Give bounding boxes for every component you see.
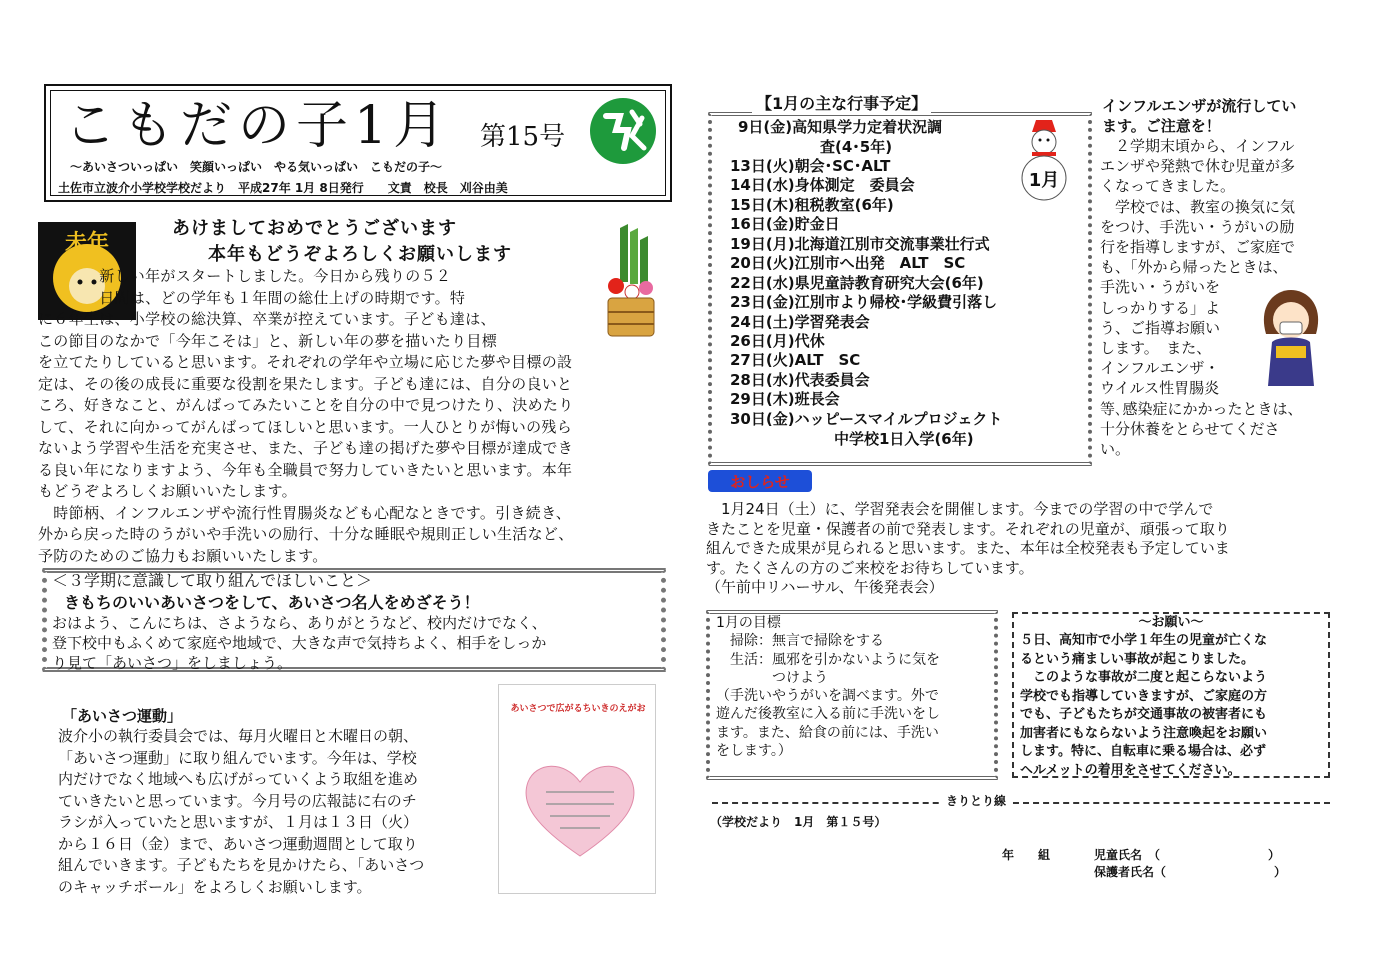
monthly-goal-body: 1月の目標 掃除：無言で掃除をする 生活：風邪を引かないように気を つけよう （手洗いやうがいを調べます。外で 遊んだ後教室に入る前に手洗いをし ます。また、給食の前には、手洗い をします。） <box>716 615 940 760</box>
request-body: ５日、高知市で小学１年生の児童が亡くな るという痛ましい事故が起こりました。 このような事故が二度と起こらないよう 学校でも指導していきますが、ご家庭の方 でも、子どもたちが交通事故の被害者にも 加害者にもならないよう注意喚起をお願い します。特に、自転車に乗る場合は、必ず ヘルメットの着用をさせてください。 <box>1020 633 1268 778</box>
newsletter-title: こもだの子1月 <box>64 96 452 156</box>
request-title: ～お願い～ <box>1138 615 1204 630</box>
events-heading: 【1月の主な行事予定】 <box>752 93 931 115</box>
event-item: 16日(金)貯金日 <box>730 215 840 233</box>
school-motto: ～あいさついっぱい 笑顔いっぱい やる気いっぱい こもだの子～ <box>70 160 443 174</box>
kadomatsu-icon <box>598 222 662 340</box>
event-item: 13日(火)朝会･SC･ALT <box>730 157 891 175</box>
event-item: 査(4･5年) <box>820 138 893 156</box>
svg-text:未年: 未年 <box>64 231 110 256</box>
event-item: 20日(火)江別市へ出発 ALT SC <box>730 254 966 272</box>
campaign-body: 波介小の執行委員会では、毎月火曜日と木曜日の朝、 「あいさつ運動」に取り組んでいます。今年は、学校 内だけでなく地域へも広げがっていくよう取組を進め ていきたいと思っています。今月号の広報誌に右のチ ラシが入っていたと思いますが、１月は１３日（火） から１６日（金）まで、あいさつ運動週間として取り 組んでいきます。子どもたちを見かけたら、「あいさつ のキャッチボール」をよろしくお願いします。 <box>58 727 425 896</box>
event-item: 28日(水)代表委員会 <box>730 371 870 389</box>
term-goal-body: おはよう、こんにちは、さようなら、ありがとうなど、校内だけでなく、 登下校中もふくめて家庭や地域で、大きな声で気持ちよく、相手をしっか り見て「あいさつ」をしましょう。 <box>52 614 547 672</box>
event-item: 22日(水)県児童詩教育研究大会(6年) <box>730 274 984 292</box>
term-goal-slogan: きもちのいいあいさつをして、あいさつ名人をめざそう！ <box>64 593 480 612</box>
event-item: 9日(金)高知県学力定着状況調 <box>738 118 943 136</box>
event-item: 27日(火)ALT SC <box>730 351 861 369</box>
month-badge: 1月 <box>1028 170 1060 191</box>
cut-line-label: きりとり線 <box>940 793 1012 809</box>
greeting-body: 新しい年がスタートしました。今日から残りの５２ 日間は、どの学年も１年間の総仕上げの時期です。特 に６年生は、小学校の総決算、卒業が控えています。子ども達は、 この節目のなかで「今年こそは」と、新しい年の夢を描いたり目標 を立てたりしていると思います。それぞれの学年や立場に応じた夢や目標の設 定は、その後の成長に重要な役割を果たします。子ども達には、自分の良いと ころ、好きなこと、がんばってみたいことを自分の中で見つけたり、決めたり して、それに向かってがんばってほしいと思います。一人ひとりが悔いの残ら ないよう学習や生活を充実させ、また、子ども達の掲げた夢や目標が達成でき る良い年になりますよう、今年も全職員で努力していきたいと思います。本年 もどうぞよろしくお願いいたします。 時節柄、インフルエンザや流行性胃腸炎なども心配なときです。引き続き、 外から戻った時のうがいや手洗いの励行、十分な睡眠や規則正しい生活など、 予防のためのご協力もお願いいたします。 <box>38 267 574 565</box>
term-goal-heading: ＜３学期に意識して取り組んでほしいこと＞ <box>52 571 373 590</box>
event-item: 中学校1日入学(6年) <box>834 430 974 448</box>
event-item: 14日(水)身体測定 委員会 <box>730 176 915 194</box>
influenza-title: インフルエンザが流行してい ます。ご注意を！ <box>1102 97 1297 135</box>
slip-parent-name: 保護者氏名（ ） <box>1094 865 1287 879</box>
flyer-title: あいさつで広がるちいきのえがお <box>510 704 646 714</box>
event-item: 24日(土)学習発表会 <box>730 313 870 331</box>
event-item: 23日(金)江別市より帰校･学級費引落し <box>730 293 998 311</box>
event-item: 26日(月)代休 <box>730 332 825 350</box>
slip-title: （学校だより 1月 第１５号） <box>710 815 887 829</box>
slip-grade-class: 年 組 <box>1002 848 1051 862</box>
influenza-body: ２学期末頃から、インフル エンザや発熱で休む児童が多 くなってきました。 学校では、教室の換気に気 をつけ、手洗い・うがいの励 行を指導しますが、ご家庭で も、「外から帰ったときは、 手洗い・うがいを しっかりする」よ う、ご指導お願い します。 また、 インフルエンザ・ ウイルス性胃腸炎 等､感染症にかかったときは、 十分休養をとらせてくださ い。 <box>1100 137 1303 459</box>
school-logo-icon <box>588 96 658 166</box>
event-item: 29日(木)班長会 <box>730 390 840 408</box>
snowman-icon <box>1010 118 1078 202</box>
cut-line <box>712 802 1330 804</box>
issue-number: 第15号 <box>480 122 566 152</box>
event-item: 19日(月)北海道江別市交流事業壮行式 <box>730 235 990 253</box>
notice-banner-label: おしらせ <box>730 473 790 491</box>
notice-body: 1月24日（土）に、学習発表会を開催します。今までの学習の中で学んで きたことを児童・保護者の前で発表します。それぞれの児童が、頑張って取り 組んできた成果が見られると思います。また、本年は全校発表も予定していま す。たくさんの方のご来校をお待ちしています。 （午前中リハーサル、午後発表会） <box>706 500 1230 596</box>
greeting-line-2: 本年もどうぞよろしくお願いします <box>208 244 512 265</box>
greeting-line-1: あけましておめでとうございます <box>172 218 457 239</box>
campaign-heading: 「あいさつ運動」 <box>62 707 183 725</box>
event-item: 30日(金)ハッピースマイルプロジェクト <box>730 410 1003 428</box>
slip-child-name: 児童氏名 （ ） <box>1094 848 1281 862</box>
publisher-line: 土佐市立波介小学校学校だより 平成27年 1月 8日発行 文責 校長 刈谷由美 <box>58 181 508 195</box>
masked-girl-icon <box>1254 286 1328 386</box>
event-item: 15日(木)租税教室(6年) <box>730 196 894 214</box>
notice-banner-icon <box>708 470 812 492</box>
flyer-heart-icon <box>516 752 644 862</box>
